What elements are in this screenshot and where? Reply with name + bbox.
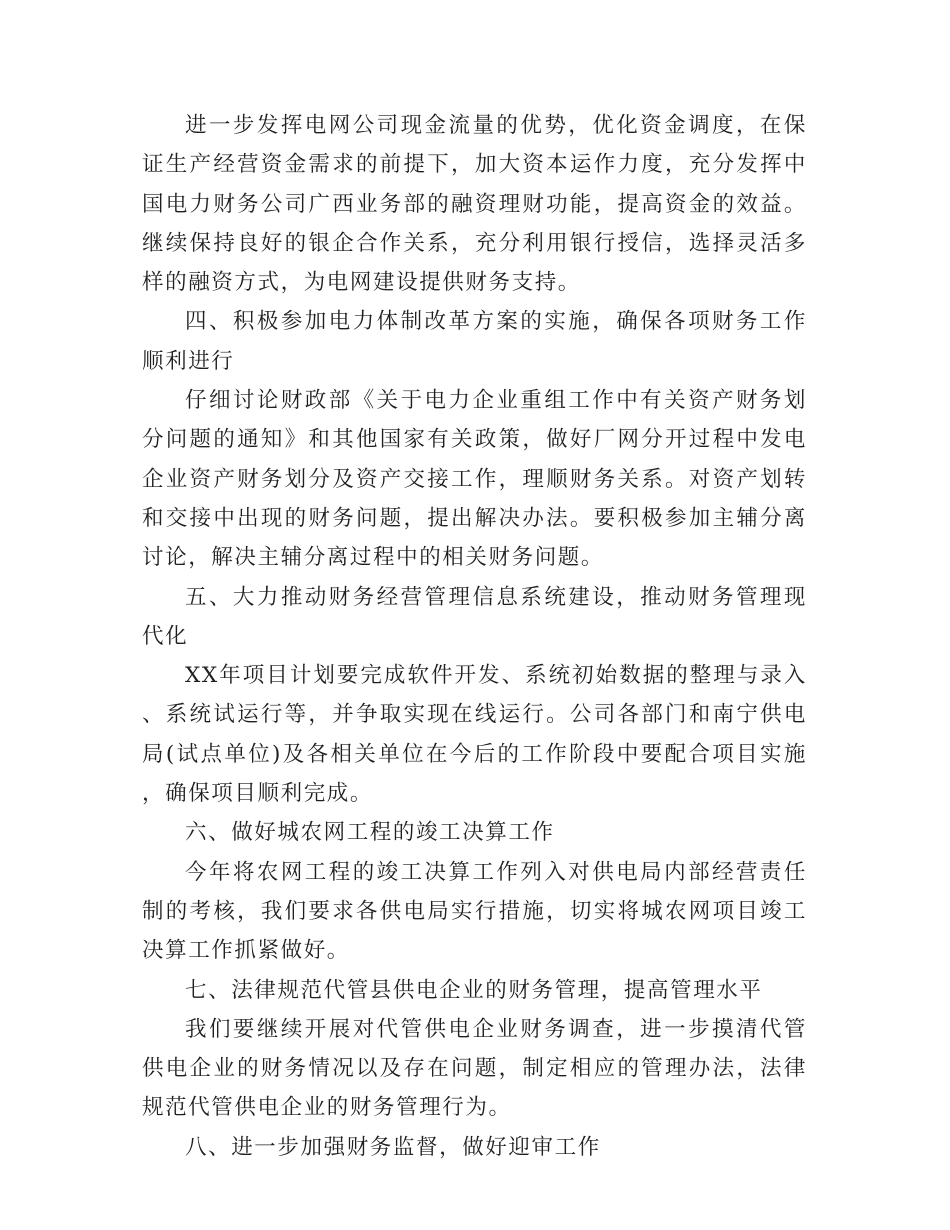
section-heading-7: 七、法律规范代管县供电企业的财务管理，提高管理水平 bbox=[185, 977, 763, 1003]
paragraph-funds: 进一步发挥电网公司现金流量的优势，优化资金调度，在保证生产经营资金需求的前提下，加大资本运作力度，充分发挥中国电力财务公司广西业务部的融资理财功能，提高资金的效益。继续保持良好的银企合作关系，充分利用银行授信，选择灵活多样的融资方式，为电网建设提供财务支持。 bbox=[142, 113, 807, 296]
document-body bbox=[142, 106, 807, 1167]
section-heading-6: 六、做好城农网工程的竣工决算工作 bbox=[185, 820, 555, 846]
paragraph-info-system: XX年项目计划要完成软件开发、系统初始数据的整理与录入、系统试运行等，并争取实现在线运行。公司各部门和南宁供电局(试点单位)及各相关单位在今后的工作阶段中要配合项目实施，确保项目顺利完成。 bbox=[142, 663, 807, 807]
section-heading-5: 五、大力推动财务经营管理信息系统建设，推动财务管理现代化 bbox=[142, 584, 807, 649]
paragraph-county-supply: 我们要继续开展对代管供电企业财务调查，进一步摸清代管供电企业的财务情况以及存在问题，制定相应的管理办法，法律规范代管供电企业的财务管理行为。 bbox=[142, 1016, 807, 1121]
section-heading-8: 八、进一步加强财务监督，做好迎审工作 bbox=[185, 1134, 601, 1160]
paragraph-reform: 仔细讨论财政部《关于电力企业重组工作中有关资产财务划分问题的通知》和其他国家有关政策，做好厂网分开过程中发电企业资产财务划分及资产交接工作，理顺财务关系。对资产划转和交接中出现的财务问题，提出解决办法。要积极参加主辅分离讨论，解决主辅分离过程中的相关财务问题。 bbox=[142, 388, 807, 571]
section-heading-4: 四、积极参加电力体制改革方案的实施，确保各项财务工作顺利进行 bbox=[142, 309, 807, 374]
paragraph-settlement: 今年将农网工程的竣工决算工作列入对供电局内部经营责任制的考核，我们要求各供电局实行措施，切实将城农网项目竣工决算工作抓紧做好。 bbox=[142, 859, 807, 964]
